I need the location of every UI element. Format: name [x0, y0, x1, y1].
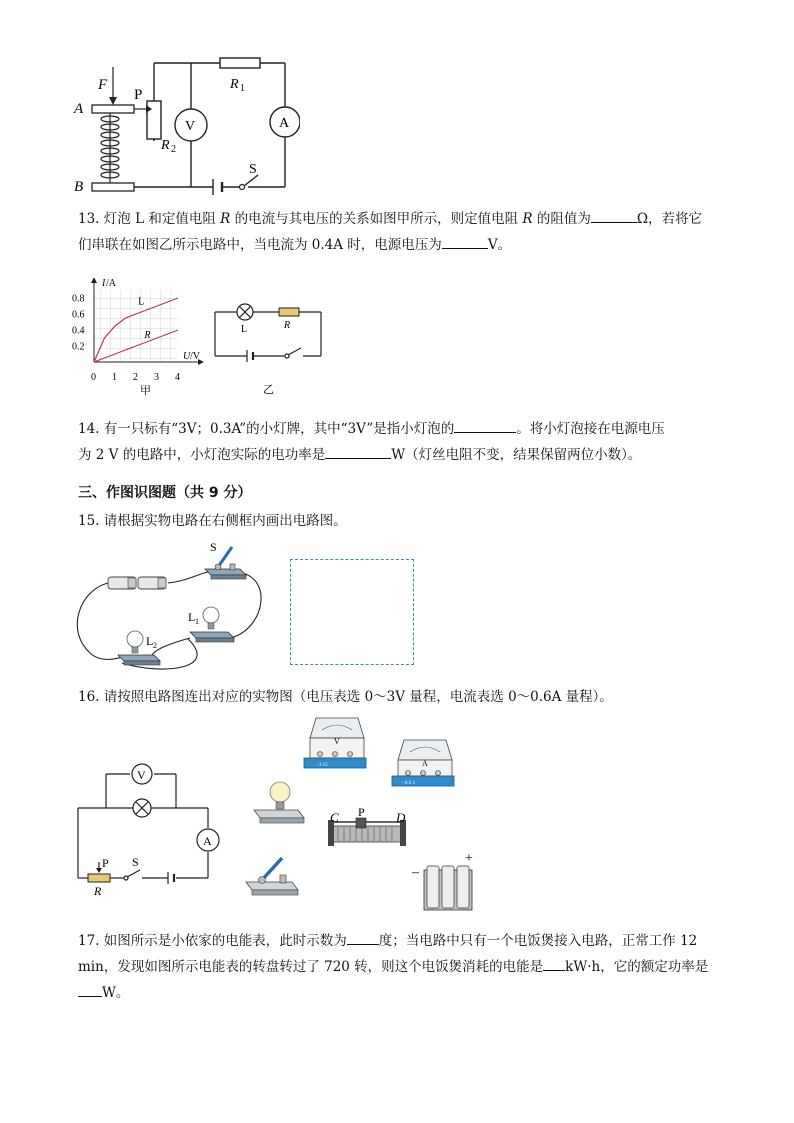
voltmeter-symbol: V [137, 768, 146, 782]
graph-grid [94, 290, 178, 362]
iu-graph-jia [70, 278, 215, 400]
circuit-diagram-q16 [70, 760, 220, 895]
ammeter-symbol: A [203, 834, 212, 848]
answer-blank-rated-power[interactable] [78, 982, 102, 997]
y-axis-unit: /A [106, 278, 116, 289]
question-14: 14. 有一只标有“3V；0.3A”的小灯牌，其中“3V”是指小灯泡的 。将小灯泡接在电源电压 为 2 V 的电路中，小灯泡实际的电功率是 W（灯丝电阻不变，结果保留两位小数）。 [78, 416, 718, 468]
answer-blank-resistance[interactable] [591, 208, 637, 223]
answer-blank-voltage[interactable] [442, 234, 488, 249]
label-R1: R [230, 77, 239, 92]
question-17: 17. 如图所示是小依家的电能表，此时示数为 度；当电路中只有一个电饭煲接入电路，正常工作 12 min，发现如图所示电能表的转盘转过了 720 转，则这个电饭煲消耗的电能是 kW·h，它的额定功率是 W。 [78, 928, 720, 1006]
pressure-sensor-circuit-figure [70, 55, 300, 200]
answer-drawing-box[interactable] [290, 559, 414, 665]
battery-plus: + [465, 851, 473, 866]
answer-blank-power[interactable] [325, 444, 391, 459]
label-L: L [241, 324, 248, 335]
battery-pack-device [424, 866, 472, 910]
label-P-device: P [358, 805, 365, 819]
y-axis-label-I: I [102, 278, 106, 289]
curve-label-L: L [138, 296, 145, 308]
question-15: 15. 请根据实物电路在右侧框内画出电路图。 [78, 513, 347, 529]
ammeter-face: A [422, 759, 428, 768]
slide-rheostat-device [328, 818, 406, 846]
x-tick-label: 4 [175, 372, 180, 383]
label-C: C [330, 810, 339, 825]
voltmeter-symbol: V [185, 119, 196, 134]
section-heading: 三、作图识图题（共 9 分） [78, 485, 252, 501]
label-L1: L [188, 610, 196, 624]
label-S: S [210, 540, 217, 554]
x-tick-label: 0 [91, 372, 96, 383]
x-tick-label: 3 [154, 372, 159, 383]
y-tick-label: 0.2 [72, 341, 85, 353]
battery-minus: – [412, 865, 419, 880]
y-tick-label: 0.4 [72, 325, 85, 337]
ammeter-terminals: - 0.6 3 [402, 781, 415, 786]
label-S: S [132, 855, 139, 869]
curve-label-R: R [144, 330, 151, 341]
x-axis-unit: /V [190, 351, 200, 362]
label-L2-sub: 2 [153, 641, 157, 650]
x-axis-label-U: U [183, 351, 191, 362]
bulb-device [254, 782, 304, 823]
physical-components-q16 [240, 710, 490, 915]
label-R2-sub: 2 [171, 144, 176, 155]
ammeter-device [392, 740, 454, 786]
question-13: 13. 灯泡 L 和定值电阻 R 的电流与其电压的关系如图甲所示，则定值电阻 R 的阻值为 Ω，若将它 们串联在如图乙所示电路中，当电流为 0.4A 时，电源电压为 V。 [78, 206, 718, 258]
label-L2: L [146, 634, 154, 648]
label-D: D [396, 810, 406, 825]
battery-pack [108, 577, 166, 589]
answer-blank-energy[interactable] [543, 956, 565, 971]
physical-circuit-q15 [70, 535, 270, 670]
label-L1-sub: 1 [195, 617, 199, 626]
switch-device [246, 858, 298, 895]
answer-blank-rated[interactable] [454, 418, 516, 433]
y-tick-label: 0.6 [72, 309, 85, 321]
voltmeter-terminals: - 3 15 [316, 763, 328, 768]
y-tick-label: 0.8 [72, 293, 85, 305]
label-P: P [134, 87, 143, 103]
label-R: R [94, 884, 102, 895]
voltmeter-device [304, 718, 366, 768]
x-tick-label: 1 [112, 372, 117, 383]
label-P: P [102, 856, 109, 870]
x-tick-label: 2 [133, 372, 138, 383]
label-R: R [284, 320, 291, 331]
ammeter-symbol: A [279, 116, 290, 131]
answer-blank-reading[interactable] [347, 930, 379, 945]
circuit-caption-yi: 乙 [263, 384, 274, 396]
label-R2: R [161, 138, 170, 153]
question-16: 16. 请按照电路图连出对应的实物图（电压表选 0～3V 量程，电流表选 0～0.6A 量程）。 [78, 689, 613, 705]
series-circuit-yi [205, 298, 330, 396]
label-S: S [249, 162, 257, 177]
label-R1-sub: 1 [240, 83, 245, 94]
label-A: A [74, 101, 84, 117]
voltmeter-face: V [334, 737, 340, 746]
label-B: B [74, 179, 84, 195]
label-F: F [98, 77, 108, 93]
graph-caption-jia: 甲 [140, 385, 151, 397]
